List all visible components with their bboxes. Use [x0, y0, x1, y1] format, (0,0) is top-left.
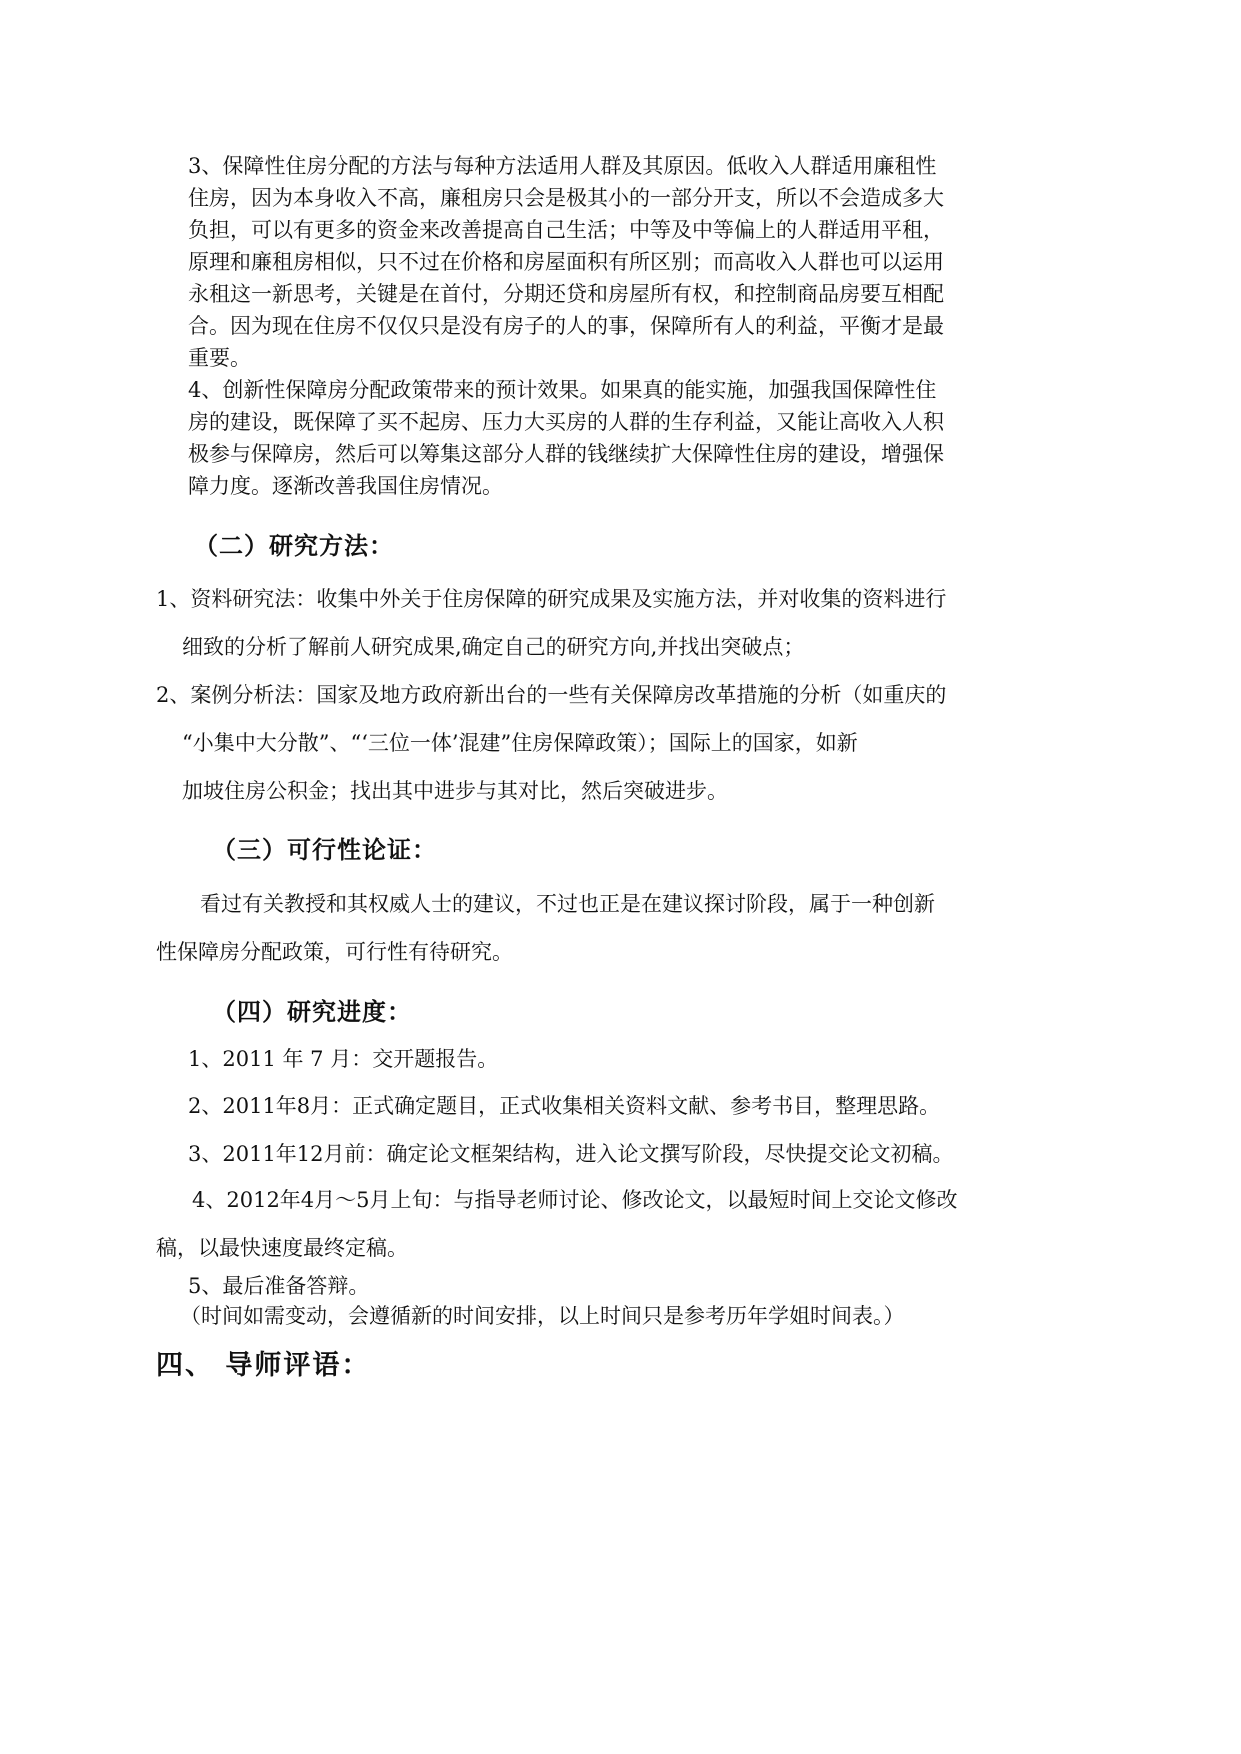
text-line: 性保障房分配政策，可行性有待研究。: [156, 940, 513, 964]
text-line: 房的建设，既保障了买不起房、压力大买房的人群的生存利益，又能让高收入人积: [188, 410, 944, 434]
progress-item-2: 2、2011年8月：正式确定题目，正式收集相关资料文献、参考书目，整理思路。: [188, 1094, 941, 1118]
progress-item-3: 3、2011年12月前：确定论文框架结构，进入论文撰写阶段，尽快提交论文初稿。: [188, 1142, 954, 1166]
text-line: 合。因为现在住房不仅仅只是没有房子的人的事，保障所有人的利益，平衡才是最: [188, 314, 944, 338]
text-line: 负担，可以有更多的资金来改善提高自己生活；中等及中等偏上的人群适用平租，: [188, 218, 944, 242]
text-line: 稿，以最快速度最终定稿。: [156, 1236, 408, 1260]
text-line: 永租这一新思考，关键是在首付，分期还贷和房屋所有权，和控制商品房要互相配: [188, 282, 944, 306]
paragraph-feasibility: [156, 880, 1096, 976]
heading-research-progress: （四）研究进度：: [212, 997, 412, 1026]
paragraph-expected-effects: [188, 374, 1088, 502]
text-line: “小集中大分散”、“‘三位一体’混建”住房保障政策）；国际上的国家，如新: [182, 731, 858, 755]
heading-feasibility: （三）可行性论证：: [212, 835, 437, 864]
text-line: 看过有关教授和其权威人士的建议，不过也正是在建议探讨阶段，属于一种创新: [200, 892, 935, 916]
text-line: 1、资料研究法：收集中外关于住房保障的研究成果及实施方法，并对收集的资料进行: [156, 587, 947, 611]
text-line: 极参与保障房，然后可以筹集这部分人群的钱继续扩大保障性住房的建设，增强保: [188, 442, 944, 466]
text-line: 重要。: [188, 346, 251, 370]
text-line: 2、案例分析法：国家及地方政府新出台的一些有关保障房改革措施的分析（如重庆的: [156, 683, 947, 707]
text-line: 障力度。逐渐改善我国住房情况。: [188, 474, 503, 498]
text-line: 细致的分析了解前人研究成果,确定自己的研究方向,并找出突破点；: [182, 635, 805, 659]
text-line: 住房，因为本身收入不高，廉租房只会是极其小的一部分开支，所以不会造成多大: [188, 186, 944, 210]
text-line: 3、保障性住房分配的方法与每种方法适用人群及其原因。低收入人群适用廉租性: [188, 154, 937, 178]
method-literature-research: [156, 575, 1096, 671]
text-line: 4、2012年4月～5月上旬：与指导老师讨论、修改论文，以最短时间上交论文修改: [192, 1188, 958, 1212]
method-case-analysis: [156, 671, 1096, 815]
paragraph-distribution-methods: [188, 150, 1088, 374]
progress-item-4: [156, 1176, 1096, 1272]
heading-advisor-comments: 四、 导师评语：: [156, 1350, 371, 1381]
text-line: 4、创新性保障房分配政策带来的预计效果。如果真的能实施，加强我国保障性住: [188, 378, 937, 402]
heading-research-methods: （二）研究方法：: [194, 531, 394, 560]
text-line: 加坡住房公积金；找出其中进步与其对比，然后突破进步。: [182, 779, 728, 803]
progress-item-5: 5、最后准备答辩。: [188, 1274, 370, 1298]
progress-note: （时间如需变动，会遵循新的时间安排，以上时间只是参考历年学姐时间表。）: [180, 1304, 905, 1328]
text-line: 原理和廉租房相似，只不过在价格和房屋面积有所区别；而高收入人群也可以运用: [188, 250, 944, 274]
progress-item-1: 1、2011 年 7 月：交开题报告。: [188, 1047, 499, 1071]
